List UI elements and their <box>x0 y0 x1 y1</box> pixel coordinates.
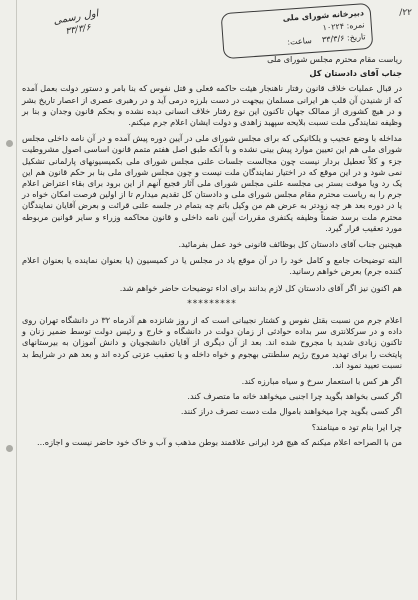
stamp-date-row: تاریخ: ۳۳/۳/۶ ساعت: <box>287 32 366 47</box>
stamp-number-value: ۱۰۲۲۴ <box>322 21 345 33</box>
punch-hole <box>6 445 13 452</box>
handwritten-note <box>31 4 124 42</box>
list-item: اگر کسی بگوید چرا میخواهند باموال ملت دست تصرف دراز کنند. <box>180 406 402 417</box>
paragraph: البته توضیحات جامع و کامل خود را در آن موقع یاد در مجلس یا در کمیسیون (یا بعنوان نماینده یا بعنوان اعلام کننده جرم) بعرض خواهم رسانید. <box>22 255 402 277</box>
page-number: /۲۲ <box>399 8 412 18</box>
stamp-date-value: ۳۳/۳/۶ <box>321 33 345 45</box>
paragraph: مداخله با وضع عجیب و یلکانیکی که برای مجلس شورای ملی در آیین دوره پیش آمده و در آن نامه داخلی مجلس شورای ملی هم این تعیین موارد پیش بینی نشده و با آنکه طبق اصل هفتم متمم قانون اساسی اصول مشروطیت جزء و کلاً تعطیل بردار نیست چون مجالست جلسات علنی مجلس شورای ملی بکمیسیونهای پارلمانی تشکیل نمی شود و در این موقع که در اختیار نمایندگان ملت نیست و چون مجلس شورای ملی بنا بر حکم قانون هم این یک رد ویا موقت بستر بی مجلسه علنی مجلس شورای ملی آثار فجیع آنهم از این برود برای بقاء اعتراض اعلام جرم را به ریاست محترم مقام مجلس شورای ملی و دادستان کل تقدیم میدارم تا از اولین فرصت امکان خواه در یا در دوره بعد هر چه زودتر به عرض هم من وکیل باتم چه بتمام در جلسه علنی قرائت و بعرض آقایان نمایندگان محترم ملت برسد ضمناً وظیفه یکنفری مقررات آیین نامه داخلی و قانون محاکمه وزراء و سایر قوانین مربوطه مورد تعقیب قرار گیرد. <box>22 133 402 233</box>
handwritten-note-line2: ۳۳/۳/۶ <box>64 22 92 38</box>
letter-subject: ریاست مقام محترم مجلس شورای ملی <box>267 54 402 64</box>
paragraph: هم اکنون نیز اگر آقای دادستان کل لازم بدانند برای اداء توضیحات حاضر خواهم شد. <box>119 282 402 293</box>
handwritten-note-line1: اول رسمی <box>52 8 100 27</box>
paragraph: اعلام جرم من نسبت بقتل نفوس و کشتار نجیبانی است که از روز شانزده هم آذرماه ۳۲ در دانشگاه تهران روی داده و در سرکلانتری سر بداده حوادثی از زمان دولت در دانشگاه و خارج و رئیس دولت توسط ضمیر زنان و تاکنون زیادی شدید با مجروح شده اند. بعد از آن دیگری از آقایان دانشجویان و دانش آموزان به بیرستانهای پایتخت را برای تهدید مروج رژیم سلطنتی بهجوم و خواه داخله و یا تعقیب عزتی کرده اند و بعد هم در شرایط بد نسبت تعیید نمود اند. <box>22 315 402 370</box>
list-item: چرا ایرا بنام تود ه مینامند؟ <box>311 421 402 432</box>
stamp-title: دبیرخانه شورای ملی <box>282 8 365 23</box>
stamp-date-label: تاریخ <box>349 32 366 43</box>
separator-stars: ********* <box>187 298 237 309</box>
punch-hole <box>6 140 13 147</box>
closing-paragraph: من با الصراحه اعلام میکنم که هیچ فرد ایرانی علاقمند بوطن مذهب و آب و خاک خود حاضر نیست و اجازه... <box>36 436 402 447</box>
list-item: اگر هر کس با استعمار سرخ و سیاه مبارزه کند. <box>241 376 402 387</box>
list-item: اگر کسی بخواهد بگوید چرا اجنبی میخواهد خانه ما متصرف کند. <box>187 391 402 402</box>
letter-body <box>22 54 402 453</box>
stamp-number-row: نمره: ۱۰۲۲۴ <box>322 20 366 33</box>
stamp-time-label: ساعت <box>289 36 313 47</box>
paragraph: هیچنین جناب آقای دادستان کل بوظائف قانونی خود عمل بفرمائید. <box>178 239 402 250</box>
registry-stamp <box>221 3 374 59</box>
question-list <box>22 376 402 433</box>
letter-salutation: جناب آقای دادستان کل <box>309 68 402 79</box>
paragraph: در قبال عملیات خلاف قانون رفتار ناهنجار هیئت حاکمه فعلی و قتل نفوس که بنا بامر و دستور دولت بعمل آمده که از شنیدن آن قلب هر ایرانی مسلمان بیجهت در دست بلرزه درمی آید و در رهبری عصری از اعصار تاریخ بشر و در هیچ کشوری از ممالک جهان تاکنون این نوع رفتار خلاف انسانی دیده نشده و بحکم قانون وجدان و بنا بر وظیفه نمایندگی ملت نسبت بلایحه سپهبد زاهدی و دولت ایشان اعلام جرم میکنم. <box>22 83 402 128</box>
margin-line <box>16 0 17 600</box>
stamp-number-label: نمره <box>348 20 366 31</box>
